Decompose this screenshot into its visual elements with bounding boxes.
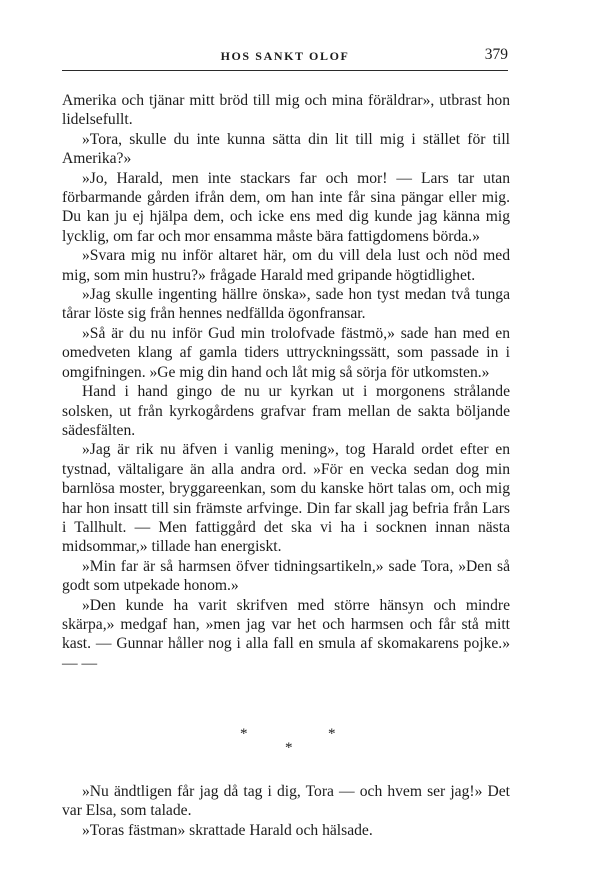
closing-text [62, 782, 510, 840]
paragraph-6: »Så är du nu inför Gud min trolofvade fästmö,» sade han med en omedveten klang af gamla tiders uttryckningssätt, som passade in i omgifningen. »Ge mig din hand och låt mig så sörja för utkomsten.» [62, 324, 510, 381]
running-title: HOS SANKT OLOF [220, 49, 350, 63]
header-rule [62, 70, 508, 71]
paragraph-5: »Jag skulle ingenting hällre önska», sade hon tyst medan två tunga tårar löste sig från hennes nedfällda ögonfransar. [62, 286, 510, 323]
page-header [62, 44, 508, 70]
paragraph-11: »Nu ändtligen får jag då tag i dig, Tora — och hvem ser jag!» Det var Elsa, som talade. [62, 783, 510, 820]
separator-star: * [328, 726, 336, 742]
separator-star: * [240, 726, 248, 742]
page-number: 379 [484, 46, 508, 63]
section-separator [62, 724, 510, 774]
paragraph-4: »Svara mig nu inför altaret här, om du vill dela lust och nöd med mig, som min hustru?» frågade Harald med gripande högtidlighet. [62, 247, 510, 284]
paragraph-7: Hand i hand gingo de nu ur kyrkan ut i morgonens strålande solsken, ut från kyrkogårdens grafvar fram mellan de sakta böljande sädesfälten. [62, 383, 510, 439]
paragraph-8: »Jag är rik nu äfven i vanlig mening», tog Harald ordet efter en tystnad, vältaligare än alla andra ord. »För en vecka sedan dog min barnlösa moster, bryggareenkan, som du kanske hört talas om, och mig har hon insatt till sin främste arfvinge. Din far skall jag befria från Lars i Tallhult. — Men fattiggård det ska vi ha i socknen innan nästa midsommar,» tillade han energiskt. [62, 441, 510, 556]
paragraph-1: Amerika och tjänar mitt bröd till mig och mina föräldrar», utbrast hon lidelsefullt. [62, 92, 510, 129]
paragraph-3: »Jo, Harald, men inte stackars far och mor! — Lars tar utan förbarmande gården ifrån dem, om han inte får sina pängar eller mig. Du kan ju ej hjälpa dem, och icke ens med dig kunde jag känna mig lycklig, om far och mor ensamma måste bära fattigdomens börda.» [62, 169, 510, 245]
separator-star: * [285, 740, 293, 756]
paragraph-12: »Toras fästman» skrattade Harald och hälsade. [82, 821, 373, 839]
main-text [62, 91, 510, 673]
paragraph-9: »Min far är så harmsen öfver tidningsartikeln,» sade Tora, »Den så godt som utpekade honom.» [62, 557, 510, 595]
paragraph-2: »Tora, skulle du inte kunna sätta din lit till mig i stället för till Amerika?» [62, 130, 510, 168]
paragraph-10: »Den kunde ha varit skrifven med större hänsyn och mindre skärpa,» medgaf han, »men jag var het och harmsen och får stå mitt kast. — Gunnar håller nog i alla fall en smula af skomakarens pojke.» — — [62, 596, 510, 672]
